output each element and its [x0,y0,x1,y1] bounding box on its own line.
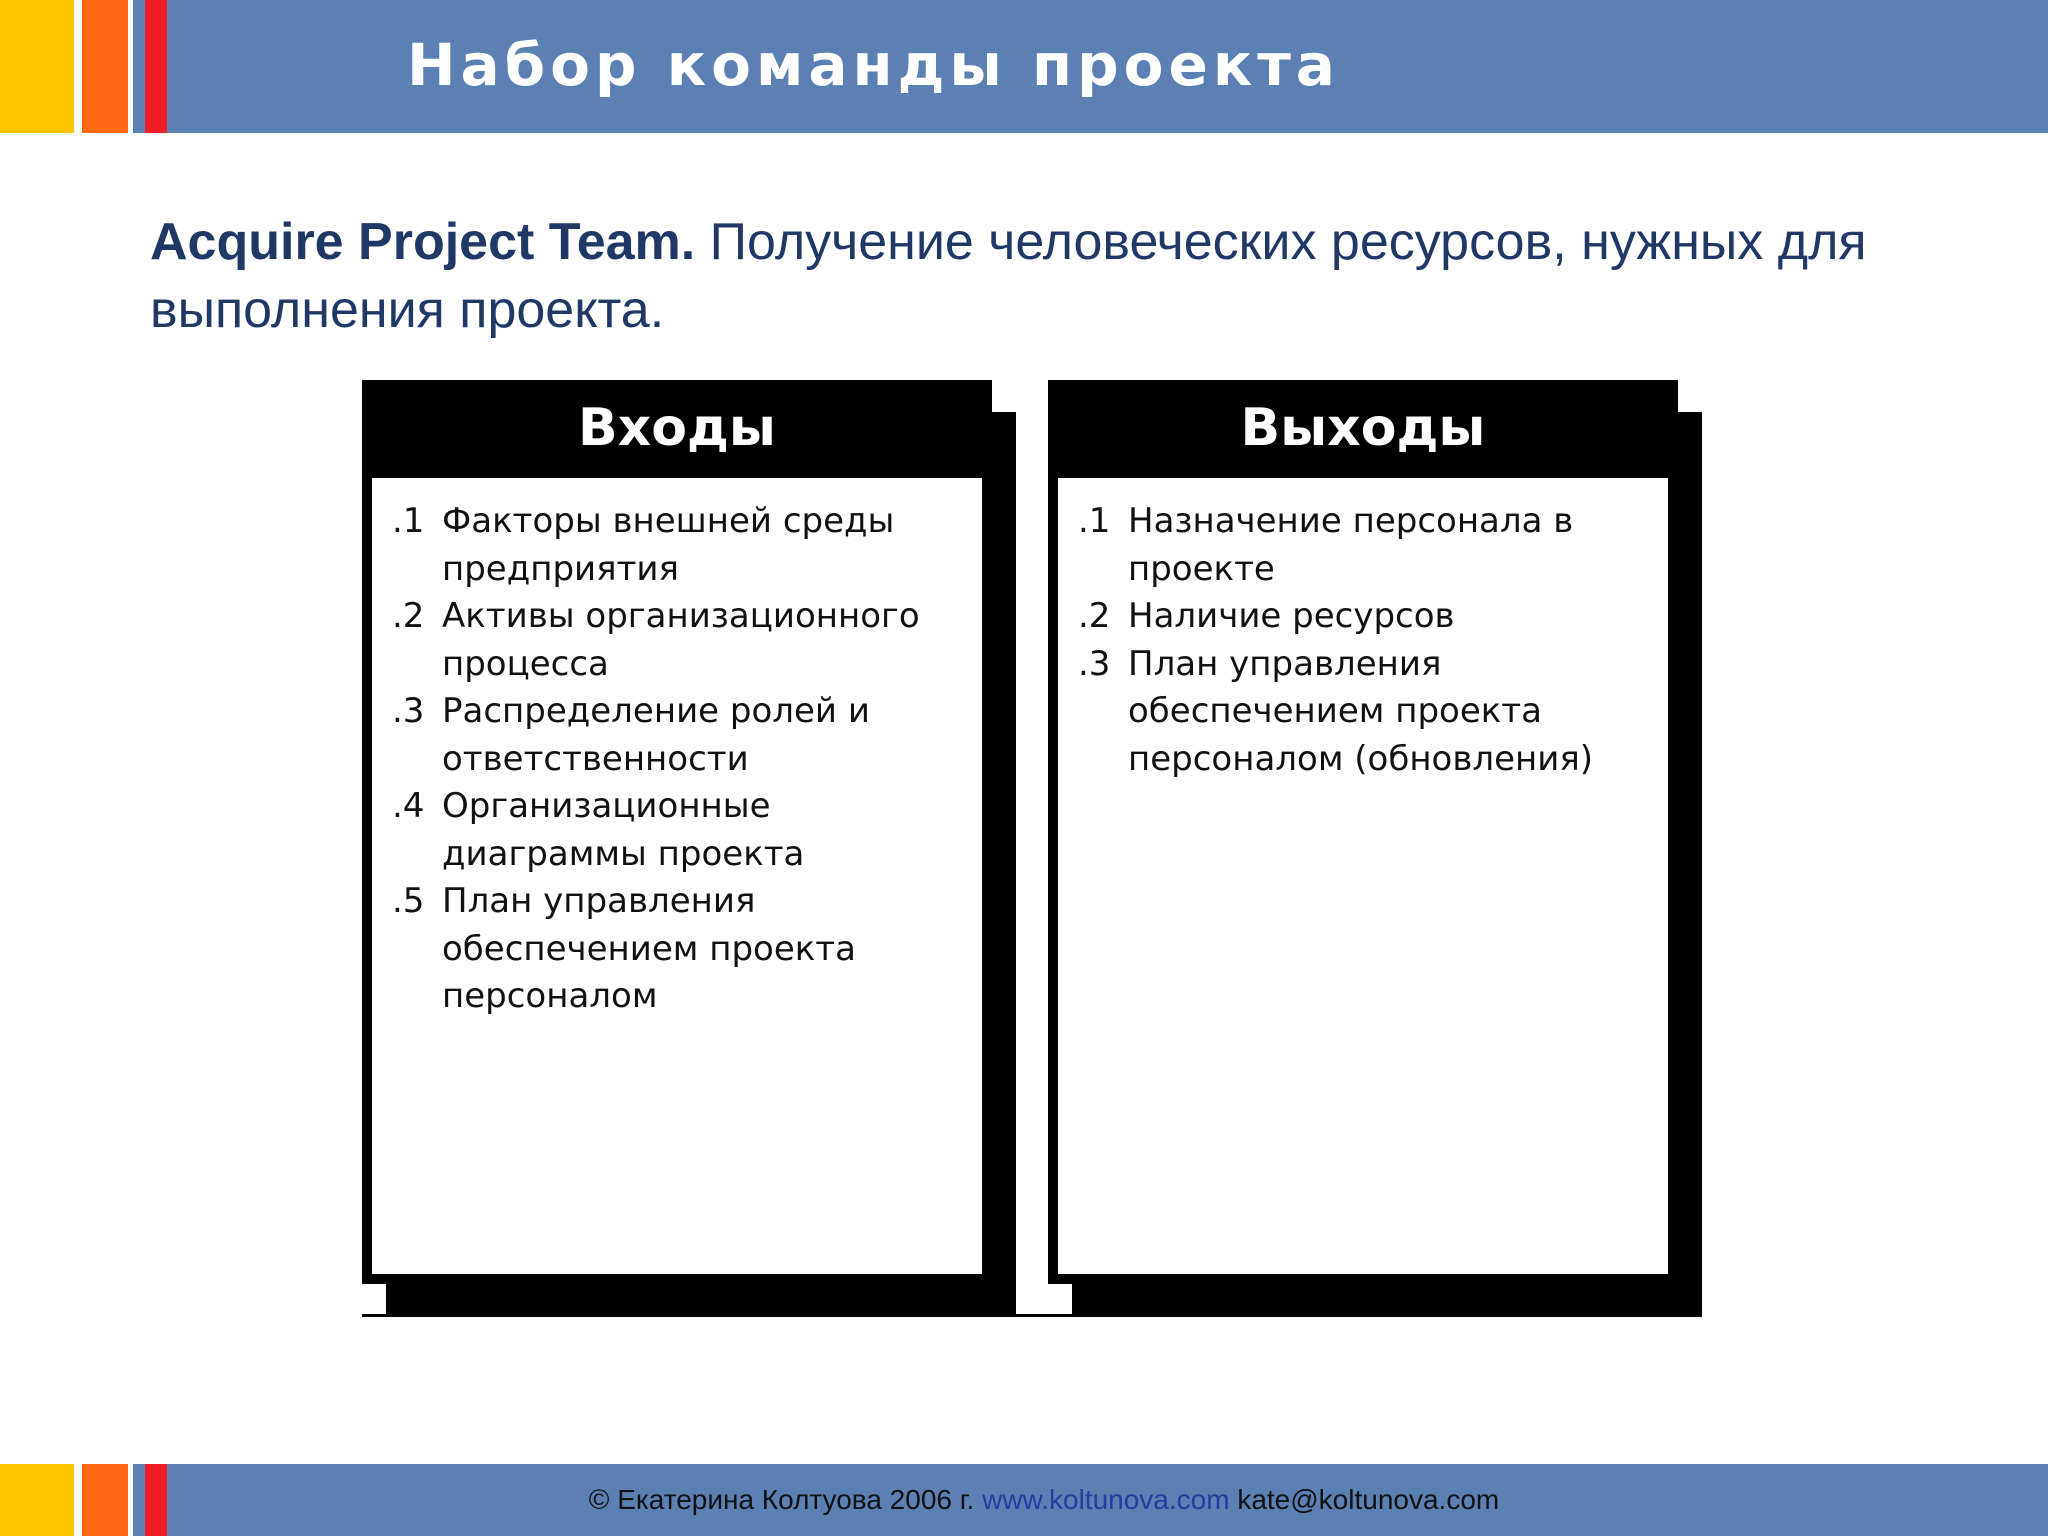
list-item [1058,641,1668,784]
intro-text: Получение человеческих ресурсов, нужных для выполнения проекта. [150,213,1867,339]
red-stripe [145,0,167,133]
intro-paragraph [150,208,1950,344]
item-number: .1 [392,501,425,541]
blue-stripe [133,0,145,133]
inputs-heading: Входы [578,398,776,458]
item-number: .2 [1078,596,1111,636]
item-text: План управления обеспечением проекта персоналом [442,881,856,1016]
top-banner [0,0,2048,133]
slide-title: Набор команды проекта [407,31,1340,99]
item-number: .5 [392,881,425,921]
list-item [1058,593,1668,641]
orange-stripe [82,0,128,133]
inputs-panel [362,380,1016,1316]
list-item [372,688,982,783]
list-item [372,498,982,593]
outputs-panel [1048,380,1702,1316]
item-text: Организационные диаграммы проекта [442,786,805,874]
list-item [372,878,982,1021]
bottom-banner [0,1464,2048,1536]
list-item [1058,498,1668,593]
inputs-list [372,478,982,1274]
panel-frame [1048,380,1678,1284]
item-text: Распределение ролей и ответственности [442,691,870,779]
item-text: План управления обеспечением проекта персоналом (обновления) [1128,643,1594,779]
item-text: Факторы внешней среды предприятия [442,501,895,589]
footer-email-link[interactable]: kate@koltunova.com [1237,1484,1500,1515]
intro-term: Acquire Project Team. [150,213,696,271]
item-number: .3 [1078,643,1111,684]
list-item [372,783,982,878]
item-number: .3 [392,691,425,731]
item-number: .1 [1078,501,1111,541]
stripe-gap [74,0,82,133]
item-text: Наличие ресурсов [1128,596,1455,636]
outputs-list [1058,478,1668,1274]
item-number: .4 [392,786,425,826]
panels-baseline [362,1314,1702,1317]
footer-credits [0,1464,2048,1536]
yellow-stripe [0,0,74,133]
item-number: .2 [392,596,425,636]
footer-copyright: © Екатерина Колтуова 2006 г. [588,1484,975,1515]
list-item [372,593,982,688]
footer-website-link[interactable]: www.koltunova.com [982,1484,1230,1515]
item-text: Активы организационного процесса [442,596,920,684]
item-text: Назначение персонала в проекте [1128,501,1574,589]
outputs-heading: Выходы [1240,398,1486,458]
panel-frame [362,380,992,1284]
